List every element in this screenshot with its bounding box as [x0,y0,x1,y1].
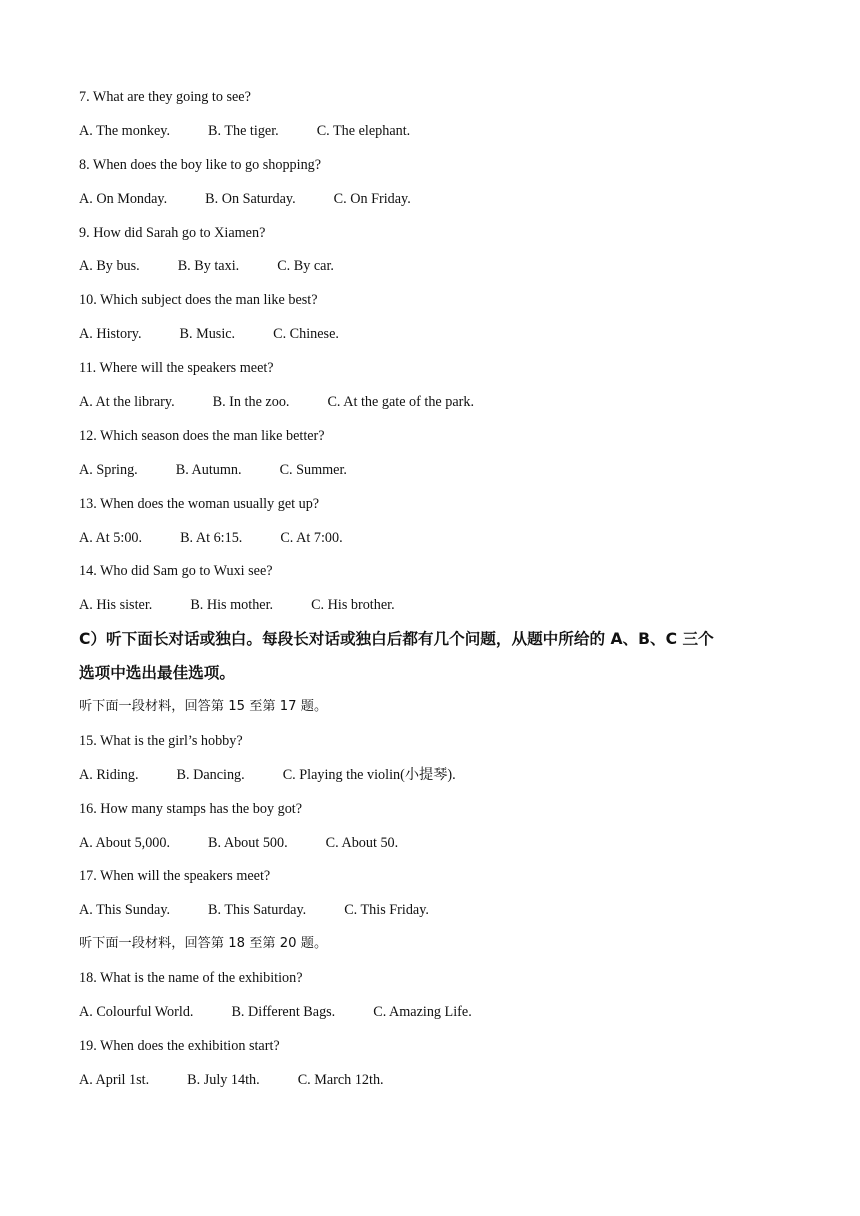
option-a: A. His sister. [79,597,153,614]
option-row [79,899,799,933]
option-row [79,527,799,561]
question-text: 13. When does the woman usually get up? [79,495,320,512]
option-a: A. April 1st. [79,1071,150,1088]
option-c: C. Playing the violin(小提琴). [282,766,456,783]
option-b: B. Music. [179,326,236,343]
question-text: 14. Who did Sam go to Wuxi see? [79,563,273,580]
option-b: B. In the zoo. [212,394,290,411]
question-list-group-1 [79,730,799,933]
option-a: A. This Sunday. [79,902,171,919]
option-b: B. At 6:15. [180,529,243,546]
question-text: 15. What is the girl’s hobby? [79,732,243,749]
option-a: A. Riding. [79,766,139,783]
option-b: B. About 500. [208,834,288,851]
option-c: C. This Friday. [344,902,429,919]
section-c-heading-line1: C）听下面长对话或独白。每段长对话或独白后都有几个问题，从题中所给的 A、B、C 三个 [79,630,714,649]
question-list-part-b [79,86,799,628]
option-b: B. On Saturday. [205,190,296,207]
option-c: C. Chinese. [273,326,339,343]
question-text: 7. What are they going to see? [79,89,251,105]
option-b: B. The tiger. [208,122,279,139]
option-a: A. At the library. [79,394,175,411]
option-b: B. Autumn. [175,461,242,478]
option-c: C. On Friday. [333,190,411,207]
option-c: C. By car. [277,258,334,275]
option-a: A. About 5,000. [79,834,171,851]
option-row [79,594,799,628]
option-b: B. July 14th. [187,1071,260,1088]
option-c: C. His brother. [311,597,395,614]
question-text: 18. What is the name of the exhibition? [79,970,303,987]
option-c: C. About 50. [325,834,399,851]
question-text: 12. Which season does the man like better? [79,427,325,444]
option-b: B. His mother. [190,597,274,614]
option-row [79,832,799,866]
question-text: 16. How many stamps has the boy got? [79,800,303,817]
question-text: 9. How did Sarah go to Xiamen? [79,224,266,241]
option-row [79,1069,799,1103]
option-a: A. At 5:00. [79,529,143,546]
option-c: C. March 12th. [297,1071,384,1088]
question-text: 17. When will the speakers meet? [79,868,271,885]
option-row [79,188,799,222]
exam-page [79,86,799,1103]
group-instruction: 听下面一段材料，回答第 18 至第 20 题。 [79,936,328,952]
option-a: A. The monkey. [79,122,171,139]
option-row [79,459,799,493]
option-c: C. Summer. [279,461,347,478]
question-text: 19. When does the exhibition start? [79,1037,280,1054]
option-c: C. The elephant. [316,122,411,139]
option-row [79,764,799,798]
option-a: A. Spring. [79,461,138,478]
option-row [79,255,799,289]
option-b: B. This Saturday. [208,902,307,919]
option-row [79,391,799,425]
group-instruction: 听下面一段材料，回答第 15 至第 17 题。 [79,699,328,715]
option-a: A. On Monday. [79,190,168,207]
question-list-group-2 [79,967,799,1103]
option-a: A. By bus. [79,258,140,275]
option-c: C. Amazing Life. [373,1004,472,1021]
option-a: A. History. [79,326,142,343]
option-b: B. Dancing. [176,766,245,783]
option-a: A. Colourful World. [79,1004,194,1021]
option-c: C. At 7:00. [280,529,343,546]
option-row [79,1001,799,1035]
option-row [79,120,799,154]
question-text: 11. Where will the speakers meet? [79,360,274,377]
option-b: B. By taxi. [177,258,240,275]
option-c: C. At the gate of the park. [327,394,475,411]
question-text: 10. Which subject does the man like best? [79,292,318,309]
option-b: B. Different Bags. [231,1004,336,1021]
question-text: 8. When does the boy like to go shopping? [79,156,322,173]
option-row [79,323,799,357]
section-c-heading-line2: 选项中选出最佳选项。 [79,664,235,683]
